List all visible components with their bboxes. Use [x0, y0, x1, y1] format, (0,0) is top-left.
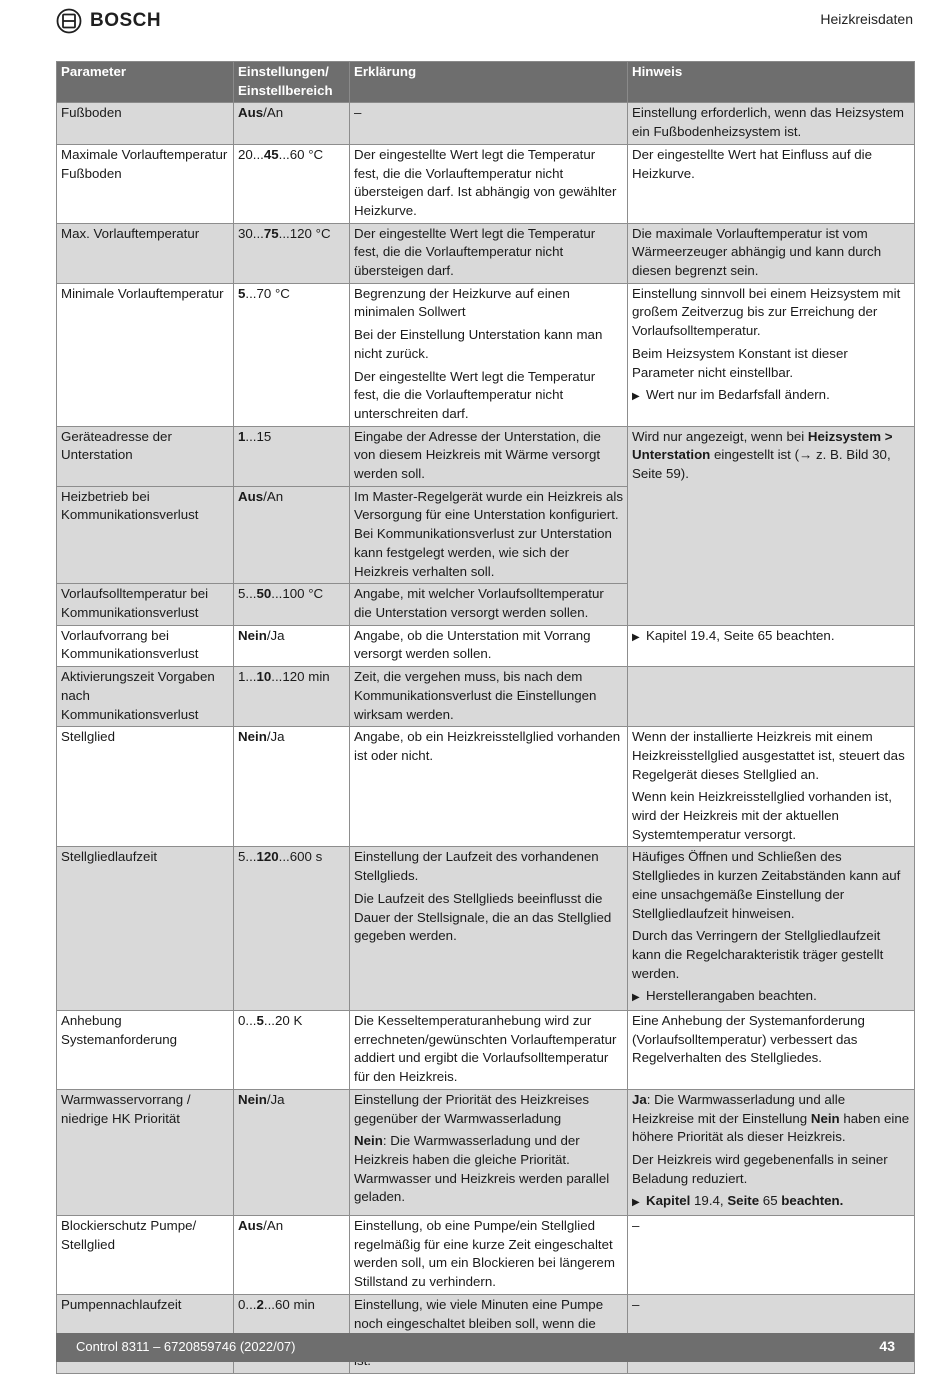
default-value: Nein — [238, 729, 267, 745]
explanation-cell — [350, 1089, 628, 1215]
param-cell: Minimale Vorlauftemperatur — [57, 283, 234, 426]
setting-cell — [234, 847, 350, 1011]
table-row — [57, 667, 915, 727]
param-cell: Vorlaufvorrang bei Kommunikationsverlust — [57, 625, 234, 666]
setting-range: /Ja — [266, 729, 285, 745]
default-value: 45 — [263, 146, 279, 162]
param-cell: Max. Vorlauftemperatur — [57, 223, 234, 283]
param-cell: Vorlaufsolltemperatur bei Kommunikationsverlust — [57, 584, 234, 625]
explanation-cell: Eingabe der Adresse der Unterstation, die von diesem Heizkreis mit Wärme versorgt werden soll. — [350, 426, 628, 486]
bosch-armature-icon — [56, 8, 82, 34]
note-paragraph: Einstellung sinnvoll bei einem Heizsystem mit großem Zeitverzug bis zur Erreichung der Vorlaufsolltemperatur. — [632, 285, 901, 339]
table-row — [57, 144, 915, 223]
explanation-cell: Einstellung, wie viele Minuten eine Pumpe noch eingeschaltet bleiben soll, wenn die — [350, 1294, 628, 1373]
note-cell: – — [628, 1294, 915, 1373]
explanation-paragraph — [354, 1132, 623, 1207]
default-value: Aus — [238, 1218, 264, 1234]
default-value: 120 — [256, 849, 279, 865]
note-paragraph — [632, 1091, 910, 1147]
note-text: : Die Warmwasserladung und alle Heizkreise mit der Einstellung — [632, 1091, 846, 1126]
note-cell — [628, 847, 915, 1011]
page-number: 43 — [879, 1338, 895, 1354]
setting-range: /An — [263, 105, 284, 121]
note-cell — [628, 667, 915, 727]
param-cell: Heizbetrieb bei Kommunikationsverlust — [57, 486, 234, 584]
default-value: Aus — [238, 488, 264, 504]
setting-cell — [234, 144, 350, 223]
setting-cell — [234, 426, 350, 486]
setting-range: ...20 K — [263, 1013, 303, 1029]
note-cell — [628, 426, 915, 625]
column-header-note: Hinweis — [628, 62, 915, 103]
explanation-cell: – — [350, 103, 628, 144]
setting-min: 0... — [238, 1296, 257, 1312]
triangle-right-icon: ▶ — [632, 631, 640, 643]
setting-cell — [234, 584, 350, 625]
note-text: 19.4, — [690, 1193, 728, 1209]
column-header-explanation: Erklärung — [350, 62, 628, 103]
table-row — [57, 625, 915, 666]
setting-min: 30... — [238, 225, 264, 241]
note-text: 65 — [759, 1193, 782, 1209]
table-row — [57, 426, 915, 486]
note-cell: Der eingestellte Wert hat Einfluss auf die Heizkurve. — [628, 144, 915, 223]
param-cell: Geräteadresse der Unterstation — [57, 426, 234, 486]
note-paragraph: Häufiges Öffnen und Schließen des Stellgliedes in kurzen Zeitabständen kann auf eine unsachgemäße Einstellung der Stellgliedlaufzeit hinweisen. — [632, 849, 901, 921]
setting-range: ...120 °C — [278, 225, 331, 241]
parameter-table — [56, 61, 915, 1374]
explanation-paragraph: Einstellung der Priorität des Heizkreises gegenüber der Warmwasserladung — [354, 1091, 590, 1126]
explanation-cell: Angabe, mit welcher Vorlaufsolltemperatur die Unterstation versorgt werden sollen. — [350, 584, 628, 625]
note-text: Wert nur im Bedarfsfall ändern. — [646, 387, 830, 403]
param-cell: Anhebung Systemanforderung — [57, 1011, 234, 1090]
note-text: Herstellerangaben beachten. — [646, 988, 817, 1004]
explanation-paragraph: Begrenzung der Heizkurve auf einen minimalen Sollwert — [354, 285, 570, 320]
setting-cell — [234, 1216, 350, 1295]
note-paragraph: Durch das Verringern der Stellgliedlaufzeit kann die Regelcharakteristik träger gestellt werden. — [632, 928, 884, 981]
explanation-cell: Zeit, die vergehen muss, bis nach dem Kommunikationsverlust die Einstellungen wirksam werden. — [350, 667, 628, 727]
setting-cell — [234, 223, 350, 283]
note-text: eingestellt ist (→ z. B. Bild 30, Seite 59). — [632, 447, 891, 482]
setting-range: /An — [263, 1218, 284, 1234]
setting-min: 0... — [238, 1013, 257, 1029]
note-paragraph: Wenn kein Heizkreisstellglied vorhanden ist, wird der Heizkreis mit der aktuellen Systemtemperatur versorgt. — [632, 789, 892, 842]
table-row — [57, 1089, 915, 1215]
setting-cell — [234, 625, 350, 666]
note-paragraph: Beim Heizsystem Konstant ist dieser Parameter nicht einstellbar. — [632, 345, 848, 380]
default-value: 5 — [238, 285, 246, 301]
note-cell — [628, 625, 915, 666]
note-instruction — [632, 987, 910, 1008]
note-cell: Einstellung erforderlich, wenn das Heizsystem ein Fußbodenheizsystem ist. — [628, 103, 915, 144]
explanation-paragraph: Einstellung der Laufzeit des vorhandenen Stellglieds. — [354, 849, 599, 884]
explanation-cell: Im Master-Regelgerät wurde ein Heizkreis als Versorgung für eine Unterstation konfiguriert. Bei Kommunikationsverlust zur Unterstation kann festgelegt werden, wie sich der Heizkreis verhalten soll. — [350, 486, 628, 584]
footer-bar — [56, 1333, 914, 1362]
explanation-cell: Der eingestellte Wert legt die Temperatur fest, die die Vorlauftemperatur nicht übersteigen darf. Ist abhängig von gewählter Heizkurve. — [350, 144, 628, 223]
default-value: 2 — [256, 1296, 264, 1312]
explanation-cell — [350, 847, 628, 1011]
note-cell — [628, 727, 915, 847]
param-cell: Maximale Vorlauftemperatur Fußboden — [57, 144, 234, 223]
column-header-parameter: Parameter — [57, 62, 234, 103]
table-row — [57, 1011, 915, 1090]
explanation-cell: Einstellung, ob eine Pumpe/ein Stellglied regelmäßig für eine kurze Zeit eingeschaltet werden soll, um ein Blockieren bei längerem Stillstand zu verhindern. — [350, 1216, 628, 1295]
setting-cell — [234, 1089, 350, 1215]
explanation-text: : Die Warmwasserladung und der Heizkreis haben die gleiche Priorität. Warmwasser und Heizkreis werden parallel geladen. — [354, 1133, 610, 1205]
note-cell — [628, 283, 915, 426]
default-value: Aus — [238, 105, 264, 121]
table-row — [57, 103, 915, 144]
note-cell: – — [628, 1216, 915, 1295]
triangle-right-icon: ▶ — [632, 1197, 640, 1209]
setting-range: /Ja — [266, 1091, 285, 1107]
option-value: Ja — [632, 1091, 647, 1107]
setting-range: ...600 s — [278, 849, 323, 865]
table-header-row — [57, 62, 915, 103]
explanation-paragraph: Die Laufzeit des Stellglieds beeinflusst die Dauer der Stellsignale, die an das Stellglied gegeben werden. — [354, 890, 612, 944]
explanation-cell: Angabe, ob die Unterstation mit Vorrang versorgt werden sollen. — [350, 625, 628, 666]
triangle-right-icon: ▶ — [632, 992, 640, 1004]
note-cell: Die maximale Vorlauftemperatur ist vom Wärmeerzeuger abhängig und kann durch diesen begrenzt sein. — [628, 223, 915, 283]
explanation-cell: Angabe, ob ein Heizkreisstellglied vorhanden ist oder nicht. — [350, 727, 628, 847]
explanation-paragraph: Bei der Einstellung Unterstation kann man nicht zurück. — [354, 327, 603, 361]
document-id: Control 8311 – 6720859746 (2022/07) — [76, 1339, 296, 1354]
note-text: Seite — [727, 1193, 760, 1209]
param-cell: Blockierschutz Pumpe/ Stellglied — [57, 1216, 234, 1295]
setting-cell — [234, 103, 350, 144]
setting-range: ...60 °C — [278, 146, 324, 162]
note-text: haben eine höhere Priorität als dieser Heizkreis. — [632, 1110, 910, 1145]
setting-min: 5... — [238, 849, 257, 865]
note-instruction — [632, 386, 910, 407]
default-value: Nein — [238, 627, 267, 643]
setting-min: 5... — [238, 586, 257, 602]
setting-range: ...70 °C — [245, 285, 290, 301]
table-row — [57, 847, 915, 1011]
option-value: Nein — [354, 1133, 383, 1149]
setting-cell — [234, 667, 350, 727]
explanation-cell: Die Kesseltemperaturanhebung wird zur errechneten/gewünschten Vorlauftemperatur addiert und ergibt die Vorlaufsolltemperatur für den Heizkreis. — [350, 1011, 628, 1090]
default-value: 75 — [263, 225, 279, 241]
explanation-paragraph: Der eingestellte Wert legt die Temperatur fest, die die Vorlauftemperatur nicht unterschreiten darf. — [354, 368, 596, 421]
bosch-logo — [56, 8, 161, 34]
default-value: 1 — [238, 428, 246, 444]
param-cell: Stellglied — [57, 727, 234, 847]
setting-cell — [234, 283, 350, 426]
setting-cell — [234, 1011, 350, 1090]
default-value: 10 — [256, 669, 272, 685]
option-value: Nein — [810, 1110, 840, 1126]
explanation-cell: Der eingestellte Wert legt die Temperatur fest, die die Vorlauftemperatur nicht übersteigen darf. — [350, 223, 628, 283]
note-text: Kapitel 19.4, Seite 65 beachten. — [646, 627, 835, 643]
triangle-right-icon: ▶ — [632, 391, 640, 403]
setting-range: ...120 min — [271, 669, 330, 685]
setting-range: ...100 °C — [271, 586, 324, 602]
setting-min: 20... — [238, 146, 264, 162]
note-paragraph: Wenn der installierte Heizkreis mit einem Heizkreisstellglied ausgestattet ist, steuert das Regelgerät dieses Stellglied an. — [632, 729, 905, 782]
setting-cell — [234, 486, 350, 584]
note-text: Wird nur angezeigt, wenn bei — [632, 428, 808, 444]
param-cell: Pumpennachlaufzeit — [57, 1294, 234, 1373]
brand-name: BOSCH — [90, 10, 162, 31]
note-cell: Eine Anhebung der Systemanforderung (Vorlaufsolltemperatur) verbessert das Regelverhalten des Stellgliedes. — [628, 1011, 915, 1090]
note-cell — [628, 1089, 915, 1215]
explanation-cell — [350, 283, 628, 426]
setting-min: 1... — [238, 669, 257, 685]
table-row — [57, 223, 915, 283]
default-value: 50 — [256, 586, 272, 602]
param-cell: Aktivierungszeit Vorgaben nach Kommunikationsverlust — [57, 667, 234, 727]
param-cell: Stellgliedlaufzeit — [57, 847, 234, 1011]
table-row — [57, 1216, 915, 1295]
table-row — [57, 727, 915, 847]
setting-range: /Ja — [266, 627, 285, 643]
default-value: 5 — [256, 1013, 264, 1029]
note-instruction — [632, 1192, 910, 1213]
section-title: Heizkreisdaten — [820, 11, 913, 27]
table-row — [57, 283, 915, 426]
param-cell: Fußboden — [57, 103, 234, 144]
note-text: Kapitel — [646, 1193, 691, 1209]
note-text: beachten. — [781, 1193, 844, 1209]
param-cell: Warmwasservorrang / niedrige HK Priorität — [57, 1089, 234, 1215]
default-value: Nein — [238, 1091, 267, 1107]
column-header-settings: Einstellungen/ Einstellbereich — [234, 62, 350, 103]
note-paragraph: Der Heizkreis wird gegebenenfalls in seiner Beladung reduziert. — [632, 1151, 888, 1186]
setting-range: /An — [263, 488, 284, 504]
menu-path: Heizsystem > Unterstation — [632, 428, 893, 463]
setting-cell — [234, 727, 350, 847]
setting-range: ...60 min — [263, 1296, 315, 1312]
setting-range: ...15 — [245, 428, 272, 444]
